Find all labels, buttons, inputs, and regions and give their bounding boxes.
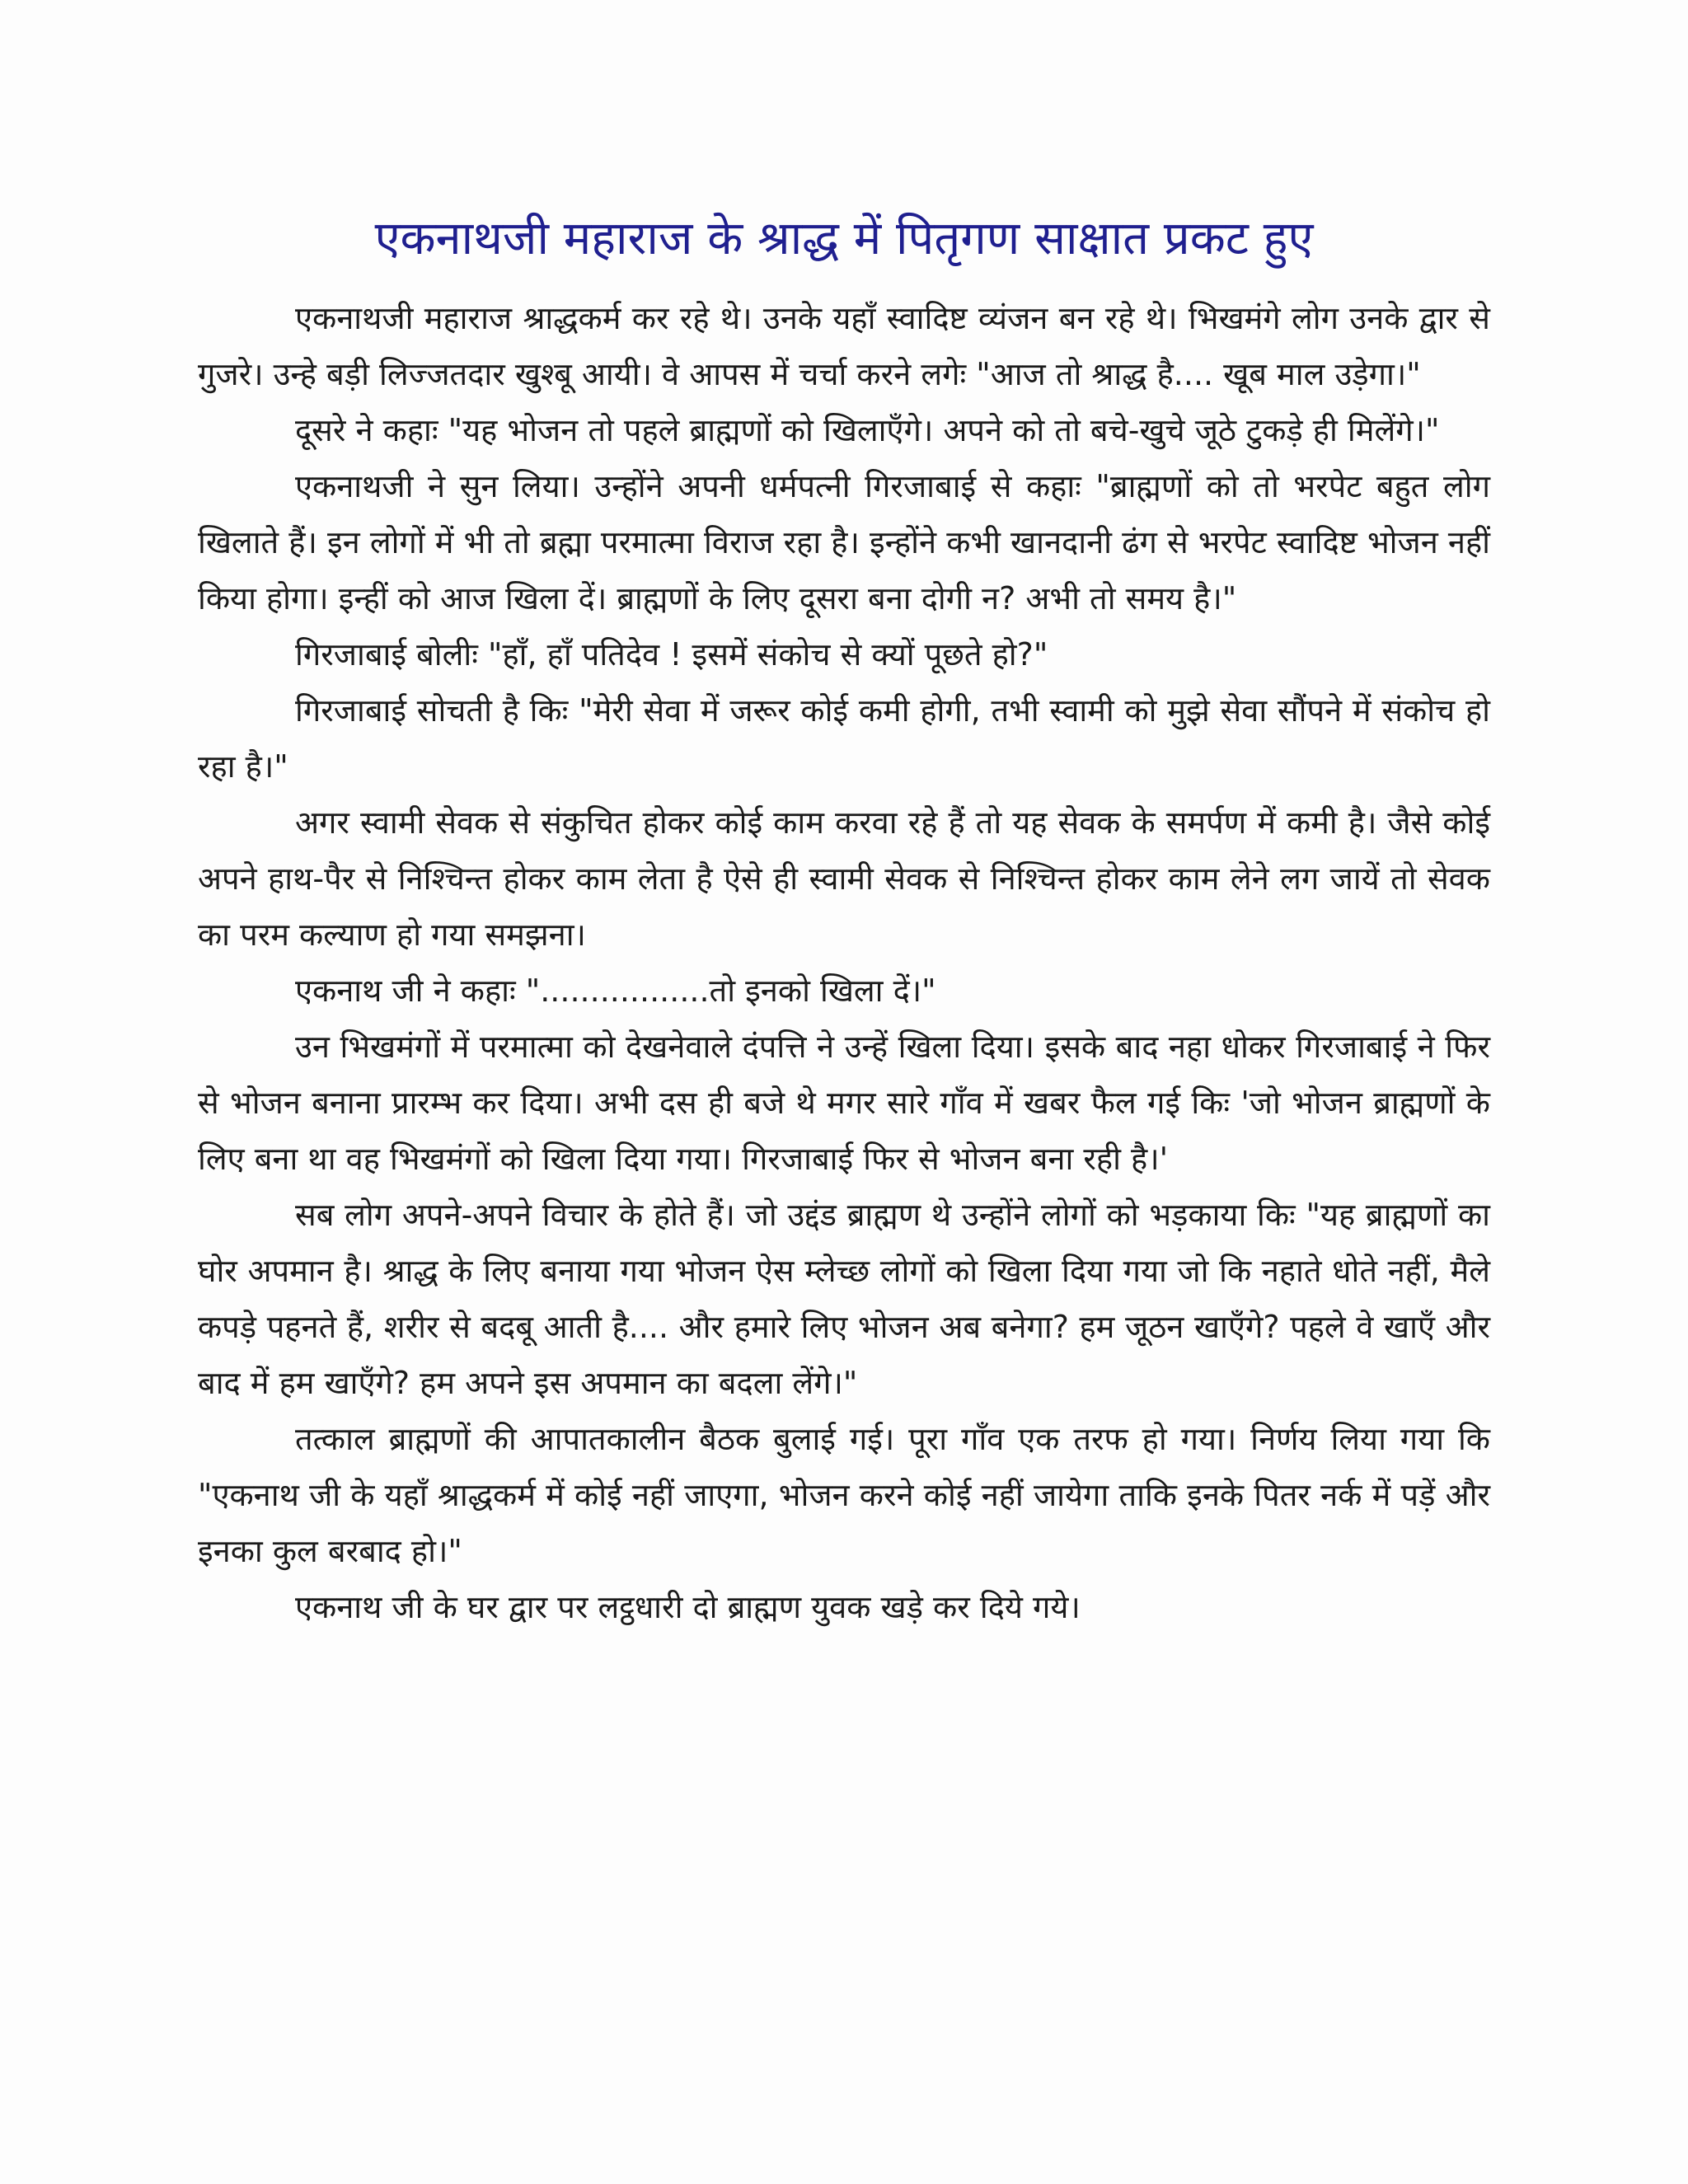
page-title: एकनाथजी महाराज के श्राद्ध में पितृगण साक्षात प्रकट हुए	[374, 212, 1314, 265]
paragraph: गिरजाबाई बोलीः "हाँ, हाँ पतिदेव ! इसमें संकोच से क्यों पूछते हो?"	[295, 636, 1048, 673]
paragraph: एकनाथजी ने सुन लिया। उन्होंने अपनी धर्मपत्नी गिरजाबाई से कहाः "ब्राह्मणों को तो भरपेट बहुत लोग खिलाते हैं। इन लोगों में भी तो ब्रह्मा परमात्मा विराज रहा है। इन्होंने कभी खानदानी ढंग से भरपेट स्वादिष्ट भोजन नहीं किया होगा। इन्हीं को आज खिला दें। ब्राह्मणों के लिए दूसरा बना दोगी न? अभी तो समय है।"	[198, 468, 1490, 616]
paragraph: तत्काल ब्राह्मणों की आपातकालीन बैठक बुलाई गई। पूरा गाँव एक तरफ हो गया। निर्णय लिया गया कि "एकनाथ जी के यहाँ श्राद्धकर्म में कोई नहीं जाएगा, भोजन करने कोई नहीं जायेगा ताकि इनके पितर नर्क में पड़ें और इनका कुल बरबाद हो।"	[198, 1421, 1490, 1569]
paragraph: गिरजाबाई सोचती है किः "मेरी सेवा में जरूर कोई कमी होगी, तभी स्वामी को मुझे सेवा सौंपने में संकोच हो रहा है।"	[198, 692, 1490, 785]
paragraph: सब लोग अपने-अपने विचार के होते हैं। जो उद्दंड ब्राह्मण थे उन्होंने लोगों को भड़काया किः "यह ब्राह्मणों का घोर अपमान है। श्राद्ध के लिए बनाया गया भोजन ऐस म्लेच्छ लोगों को खिला दिया गया जो कि नहाते धोते नहीं, मैले कपड़े पहनते हैं, शरीर से बदबू आती है.... और हमारे लिए भोजन अब बनेगा? हम जूठन खाएँगे? पहले वे खाएँ और बाद में हम खाएँगे? हम अपने इस अपमान का बदला लेंगे।"	[198, 1197, 1490, 1401]
paragraph: उन भिखमंगों में परमात्मा को देखनेवाले दंपत्ति ने उन्हें खिला दिया। इसके बाद नहा धोकर गिरजाबाई ने फिर से भोजन बनाना प्रारम्भ कर दिया। अभी दस ही बजे थे मगर सारे गाँव में खबर फैल गई किः 'जो भोजन ब्राह्मणों के लिए बना था वह भिखमंगों को खिला दिया गया। गिरजाबाई फिर से भोजन बना रही है।'	[198, 1029, 1490, 1177]
paragraph: एकनाथ जी ने कहाः ".................तो इनको खिला दें।"	[295, 972, 936, 1009]
body-text	[198, 290, 1490, 1635]
paragraph: दूसरे ने कहाः "यह भोजन तो पहले ब्राह्मणों को खिलाएँगे। अपने को तो बचे-खुचे जूठे टुकड़े ही मिलेंगे।"	[295, 412, 1440, 448]
paragraph: एकनाथजी महाराज श्राद्धकर्म कर रहे थे। उनके यहाँ स्वादिष्ट व्यंजन बन रहे थे। भिखमंगे लोग उनके द्वार से गुजरे। उन्हे बड़ी लिज्जतदार खुश्बू आयी। वे आपस में चर्चा करने लगेः "आज तो श्राद्ध है.... खूब माल उड़ेगा।"	[198, 300, 1490, 392]
paragraph: अगर स्वामी सेवक से संकुचित होकर कोई काम करवा रहे हैं तो यह सेवक के समर्पण में कमी है। जैसे कोई अपने हाथ-पैर से निश्चिन्त होकर काम लेता है ऐसे ही स्वामी सेवक से निश्चिन्त होकर काम लेने लग जायें तो सेवक का परम कल्याण हो गया समझना।	[198, 804, 1490, 953]
paragraph: एकनाथ जी के घर द्वार पर लट्ठधारी दो ब्राह्मण युवक खड़े कर दिये गये।	[295, 1589, 1081, 1625]
